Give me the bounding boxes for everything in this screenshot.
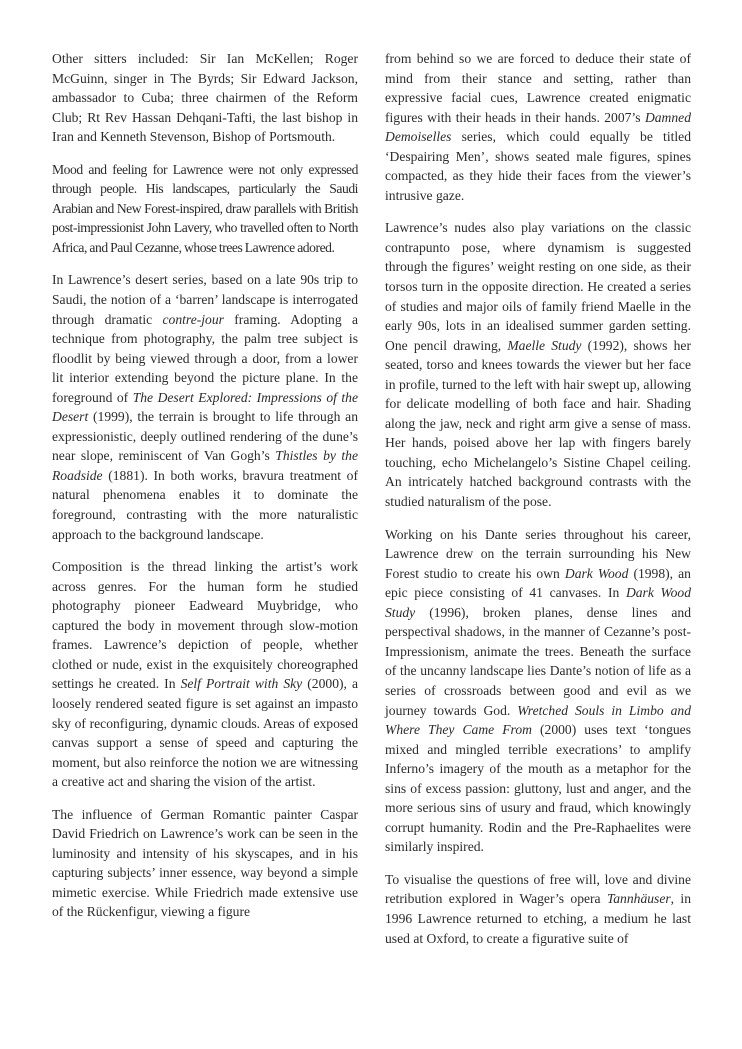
text-run: In Lawrence’s desert series, based on a late 90s trip to Saudi, the notion of a ‘barren’ landscape is interrogated through dramatic <box>52 272 358 327</box>
text-run: Lawrence’s nudes also play variations on the classic contrapunto pose, where dynamism is suggested through the figures’ weight resting on one side, as their torsos turn in the opposite direction. He created a series of studies and major oils of family friend Maelle in the early 90s, lots in an idealised summer garden setting. One pencil drawing, <box>385 220 691 353</box>
paragraph-nudes-contrapunto <box>385 218 691 511</box>
right-column <box>385 49 691 961</box>
paragraph-desert-series <box>52 270 358 544</box>
paragraph-friedrich-influence <box>52 805 358 922</box>
text-run: series, which could equally be titled ‘Despairing Men’, shows seated male figures, spines compacted, as they hide their faces from the viewer’s intrusive gaze. <box>385 129 691 203</box>
paragraph-other-sitters <box>52 49 358 147</box>
artwork-title: Thistles by the Roadside <box>52 448 358 483</box>
paragraph-tannhauser-etching <box>385 870 691 948</box>
artwork-title: Wretched Souls in Limbo and Where They Came From <box>385 702 691 738</box>
artwork-title: contre-jour <box>162 311 224 327</box>
text-run: (1881). In both works, bravura treatment of natural phenomena enables it to dominate the foreground, contrasting with the more naturalistic approach to the background landscape. <box>52 467 358 542</box>
text-run: (2000) uses text ‘tongues mixed and mingled terrible execrations’ to amplify Inferno’s imagery of the mouth as a metaphor for the sins of excess passion: gluttony, lust and anger, and the more serious sins of usury and fraud, which knowingly corrupt humanity. Rodin and the Pre-Raphaelites were similarly inspired. <box>385 722 691 855</box>
left-column <box>52 49 358 935</box>
paragraph-composition <box>52 557 358 792</box>
text-run: Working on his Dante series throughout his career, Lawrence drew on the terrain surrounding his New Forest studio to create his own <box>385 526 691 581</box>
text-run: To visualise the questions of free will, love and divine retribution explored in Wager’s opera <box>385 871 691 907</box>
text-run: from behind so we are forced to deduce their state of mind from their stance and setting, rather than expressive facial cues, Lawrence created enigmatic figures with their heads in their hands. 2007’s <box>385 51 691 125</box>
text-run: Other sitters included: Sir Ian McKellen; Roger McGuinn, singer in The Byrds; Sir Edward Jackson, ambassador to Cuba; three chairmen of the Reform Club; Rt Rev Hassan Dehqani-Tafti, the last bishop in Iran and Kenneth Stevenson, Bishop of Portsmouth. <box>52 51 358 145</box>
text-run: (1998), an epic piece consisting of 41 canvases. In <box>385 565 691 601</box>
artwork-title: Dark Wood <box>564 565 629 581</box>
text-run: Mood and feeling for Lawrence were not only expressed through people. His landscapes, particularly the Saudi Arabian and New Forest-inspired, draw parallels with British post-impressionist John Lavery, who travelled often to North Africa, and Paul Cezanne, whose trees Lawrence adored. <box>52 161 358 255</box>
text-run: , in 1996 Lawrence returned to etching, a medium he last used at Oxford, to create a figurative suite of <box>385 891 692 946</box>
text-run: (2000), a loosely rendered seated figure is set against an impasto sky of reconfiguring, dynamic clouds. Areas of exposed canvas support a sense of speed and capturing the moment, but also reinforce the notion we are witnessing a creative act and sharing the vision of the artist. <box>52 676 359 790</box>
paragraph-rueckenfigur-continued <box>385 49 691 205</box>
text-run: (1999), the terrain is brought to life through an expressionistic, deeply outlined rendering of the dune’s near slope, reminiscent of Van Gogh’s <box>52 409 358 464</box>
artwork-title: Tannhäuser <box>606 891 671 907</box>
artwork-title: Damned Demoiselles <box>385 109 691 145</box>
text-run: (1996), broken planes, dense lines and perspectival shadows, in the manner of Cezanne’s post-Impressionism, animate the trees. Beneath the surface of the uncanny landscape lies Dante’s notion of life as a series of crossroads between good and evil as we journey towards God. <box>385 604 691 718</box>
artwork-title: Dark Wood Study <box>385 585 691 620</box>
artwork-title: Self Portrait with Sky <box>180 676 303 692</box>
text-run: Composition is the thread linking the artist’s work across genres. For the human form he studied photography pioneer Eadweard Muybridge, who captured the body in movement through slow-motion frames. Lawrence’s depiction of people, whether clothed or nude, exist in the exquisitely choreographed settings he created. In <box>52 559 358 692</box>
text-run: (1992), shows her seated, torso and knees towards the viewer but her face in profile, turned to the left with hair swept up, allowing for delicate modelling of both face and hair. Shading along the jaw, neck and right arm give a sense of mass. Her hands, poised above her lap with fingers barely touching, echo Michelangelo’s Sistine Chapel ceiling. An intricately hatched background contrasts with the studied naturalism of the pose. <box>385 337 691 510</box>
artwork-title: The Desert Explored: Impressions of the Desert <box>52 389 358 425</box>
paragraph-dante-series <box>385 525 691 857</box>
artwork-title: Maelle Study <box>507 337 582 353</box>
text-run: framing. Adopting a technique from photography, the palm tree subject is floodlit by being viewed through a door, from a lower lit interior extending beyond the picture plane. In the foreground of <box>52 311 359 405</box>
paragraph-mood-and-feeling <box>52 160 358 258</box>
text-run: The influence of German Romantic painter Caspar David Friedrich on Lawrence’s work can be seen in the luminosity and intensity of his skyscapes, and in his capturing subjects’ inner essence, way beyond a simple mimetic exercise. While Friedrich made extensive use of the Rückenfigur, viewing a figure <box>52 806 358 920</box>
